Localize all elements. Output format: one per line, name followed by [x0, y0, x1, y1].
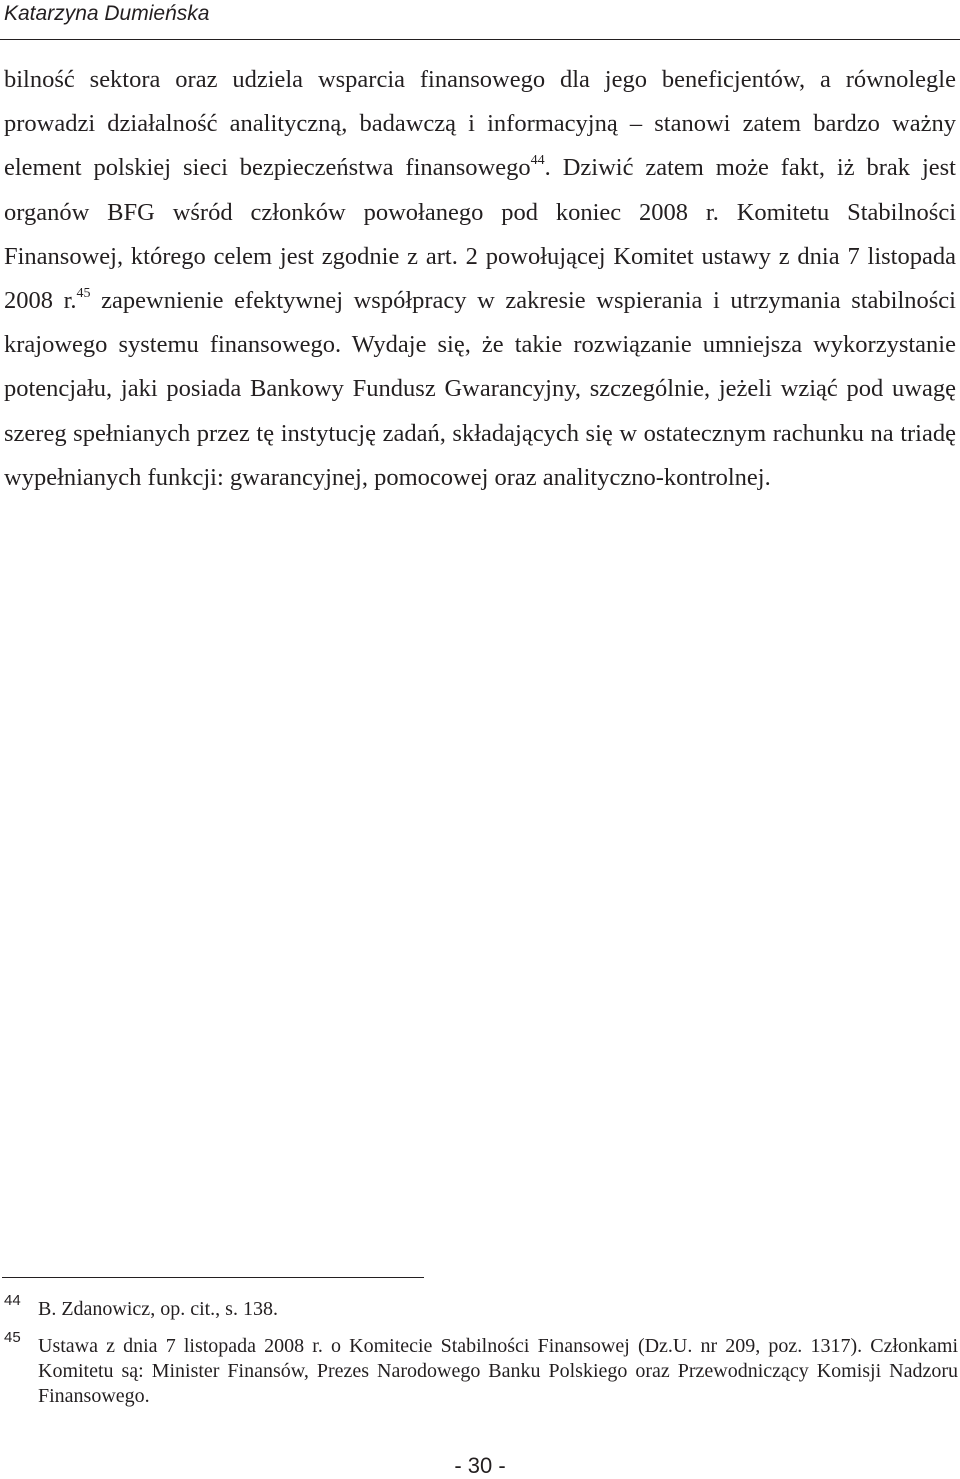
footnote-number: 44 — [4, 1292, 21, 1309]
footnote-divider — [2, 1277, 424, 1278]
body-text-segment-1: bilność sektora oraz udziela wsparcia finansowego dla jego beneficjentów, a równolegle prowadzi działalność analityczną, badawczą i informacyjną – stanowi zatem bardzo ważny element polskiej sieci bezpieczeństwa finansowego — [4, 66, 956, 182]
running-head-author: Katarzyna Dumieńska — [4, 2, 210, 25]
body-text-segment-2: . Dziwić zatem może fakt, iż brak jest organów BFG wśród członków powołanego pod koniec 2008 r. Komitetu Stabilności Finansowej, którego celem jest zgodnie z art. 2 powołującej Komitet ustawy z dnia 7 listopada 2008 r. — [4, 154, 956, 315]
body-paragraph — [4, 58, 956, 500]
footnote-ref-45[interactable]: 45 — [76, 285, 91, 301]
footnote-number: 45 — [4, 1329, 21, 1346]
footnote-ref-44[interactable]: 44 — [530, 153, 545, 169]
header-divider — [0, 39, 960, 40]
footnote-text: Ustawa z dnia 7 listopada 2008 r. o Komitecie Stabilności Finansowej (Dz.U. nr 209, poz. 1317). Członkami Komitetu są: Minister Finansów, Prezes Narodowego Banku Polskiego oraz Przewodniczący Komisji Nadzoru Finansowego. — [38, 1335, 958, 1407]
body-text-segment-3: zapewnienie efektywnej współpracy w zakresie wspierania i utrzymania stabilności krajowego systemu finansowego. Wydaje się, że takie rozwiązanie umniejsza wykorzystanie potencjału, jaki posiada Bankowy Fundusz Gwarancyjny, szczególnie, jeżeli wziąć pod uwagę szereg spełnianych przez tę instytucję zadań, składających się w ostatecznym rachunku na triadę wypełnianych funkcji: gwarancyjnej, pomocowej oraz analityczno-kontrolnej. — [4, 287, 956, 491]
page-number: - 30 - — [454, 1453, 506, 1478]
footnote-text: B. Zdanowicz, op. cit., s. 138. — [38, 1298, 278, 1320]
